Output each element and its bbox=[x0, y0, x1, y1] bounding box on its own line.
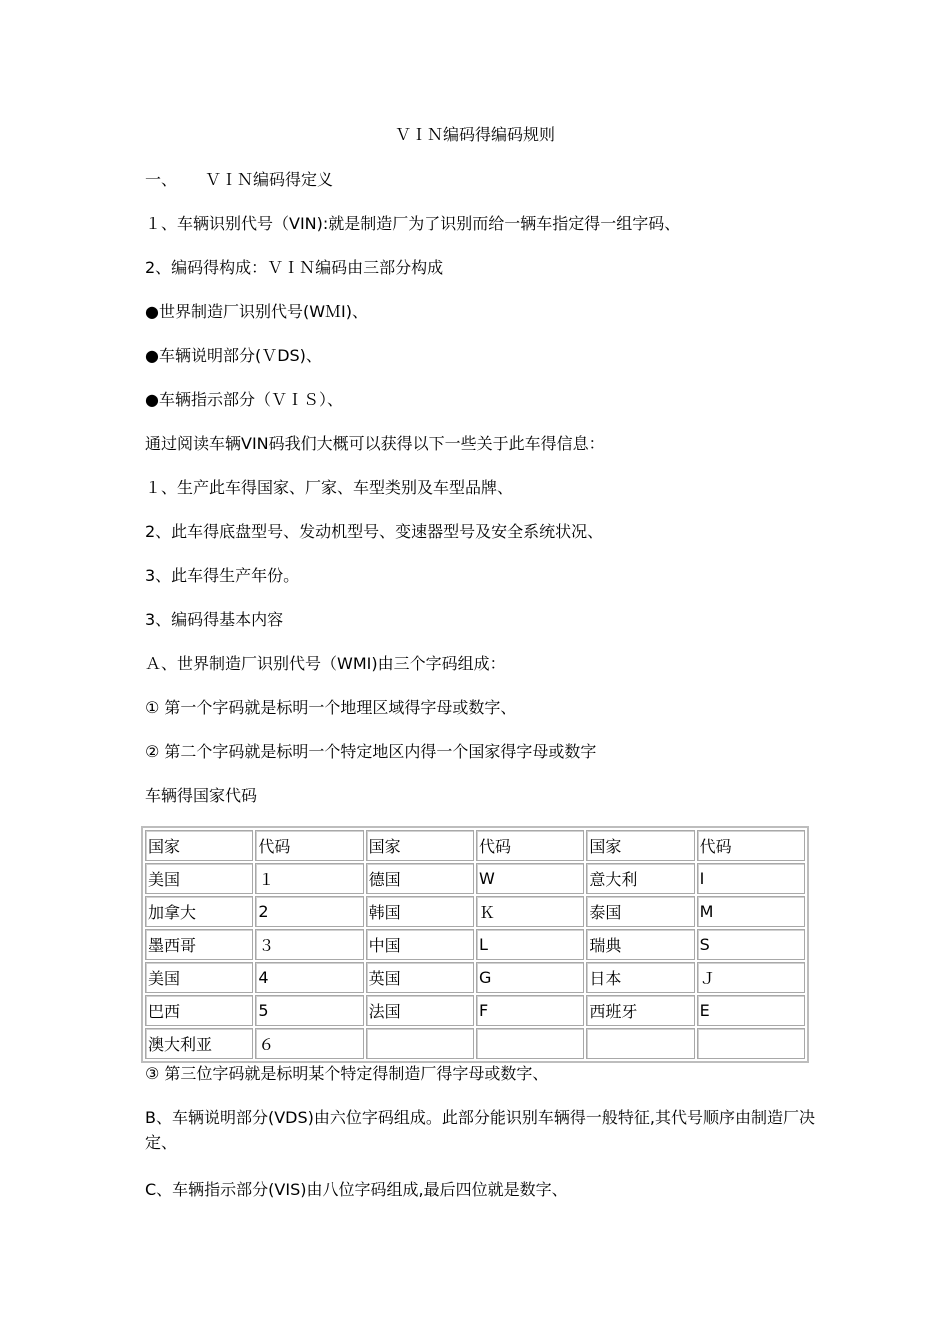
country-cell bbox=[586, 1028, 694, 1059]
code-cell: M bbox=[697, 896, 805, 927]
country-cell: 澳大利亚 bbox=[145, 1028, 253, 1059]
code-cell: 4 bbox=[255, 962, 363, 993]
list-item-1: １、生产此车得国家、厂家、车型类别及车型品牌、 bbox=[145, 478, 514, 497]
table-header-cell: 国家 bbox=[145, 830, 253, 861]
table-row bbox=[145, 863, 805, 894]
country-cell: 韩国 bbox=[366, 896, 474, 927]
paragraph-wmi: Ａ、世界制造厂识别代号（WMI)由三个字码组成： bbox=[145, 654, 506, 673]
paragraph-first-char: ① 第一个字码就是标明一个地理区域得字母或数字、 bbox=[145, 698, 517, 717]
table-caption: 车辆得国家代码 bbox=[145, 786, 258, 805]
country-cell: 法国 bbox=[366, 995, 474, 1026]
subsection-heading: 3、编码得基本内容 bbox=[145, 610, 284, 629]
country-cell: 加拿大 bbox=[145, 896, 253, 927]
list-item-3: 3、此车得生产年份。 bbox=[145, 566, 300, 585]
country-cell bbox=[366, 1028, 474, 1059]
code-cell: ６ bbox=[255, 1028, 363, 1059]
code-cell: 5 bbox=[255, 995, 363, 1026]
table-header-cell: 国家 bbox=[366, 830, 474, 861]
table-row bbox=[145, 995, 805, 1026]
code-cell: 2 bbox=[255, 896, 363, 927]
code-cell: Ｊ bbox=[697, 962, 805, 993]
country-cell: 美国 bbox=[145, 962, 253, 993]
country-cell: 巴西 bbox=[145, 995, 253, 1026]
list-item-2: 2、此车得底盘型号、发动机型号、变速器型号及安全系统状况、 bbox=[145, 522, 604, 541]
paragraph-vin-definition: １、车辆识别代号（VIN):就是制造厂为了识别而给一辆车指定得一组字码、 bbox=[145, 214, 681, 233]
code-cell: １ bbox=[255, 863, 363, 894]
country-cell: 英国 bbox=[366, 962, 474, 993]
code-cell bbox=[697, 1028, 805, 1059]
code-cell: G bbox=[476, 962, 584, 993]
code-cell: L bbox=[476, 929, 584, 960]
paragraph-vis: C、车辆指示部分(VIS)由八位字码组成,最后四位就是数字、 bbox=[145, 1180, 568, 1199]
table-row bbox=[145, 962, 805, 993]
code-cell: ３ bbox=[255, 929, 363, 960]
code-cell: F bbox=[476, 995, 584, 1026]
table-row bbox=[145, 896, 805, 927]
code-cell bbox=[476, 1028, 584, 1059]
table-row bbox=[145, 1028, 805, 1059]
country-code-table bbox=[141, 826, 809, 1063]
code-cell: Ｋ bbox=[476, 896, 584, 927]
table-header-row bbox=[145, 830, 805, 861]
paragraph-vds: B、车辆说明部分(VDS)由六位字码组成。此部分能识别车辆得一般特征,其代号顺序由制造厂决定、 bbox=[145, 1108, 815, 1152]
bullet-vds: ●车辆说明部分(ＶDS)、 bbox=[145, 346, 322, 365]
paragraph-second-char: ② 第二个字码就是标明一个特定地区内得一个国家得字母或数字 bbox=[145, 742, 597, 761]
section-heading: ＶＩＮ编码得定义 bbox=[205, 170, 334, 189]
paragraph-composition: 2、编码得构成：ＶＩＮ编码由三部分构成 bbox=[145, 258, 444, 277]
paragraph-third-char: ③ 第三位字码就是标明某个特定得制造厂得字母或数字、 bbox=[145, 1064, 549, 1083]
country-cell: 美国 bbox=[145, 863, 253, 894]
table-header-cell: 代码 bbox=[697, 830, 805, 861]
country-cell: 墨西哥 bbox=[145, 929, 253, 960]
country-cell: 德国 bbox=[366, 863, 474, 894]
code-cell: W bbox=[476, 863, 584, 894]
bullet-vis: ●车辆指示部分（ＶＩＳ）、 bbox=[145, 390, 343, 409]
country-cell: 意大利 bbox=[586, 863, 694, 894]
table-header-cell: 代码 bbox=[255, 830, 363, 861]
country-cell: 西班牙 bbox=[586, 995, 694, 1026]
country-cell: 瑞典 bbox=[586, 929, 694, 960]
table-header-cell: 国家 bbox=[586, 830, 694, 861]
country-cell: 日本 bbox=[586, 962, 694, 993]
paragraph-reading-intro: 通过阅读车辆VIN码我们大概可以获得以下一些关于此车得信息： bbox=[145, 434, 605, 453]
code-cell: S bbox=[697, 929, 805, 960]
section-number: 一、 bbox=[145, 170, 178, 189]
table-row bbox=[145, 929, 805, 960]
code-cell: I bbox=[697, 863, 805, 894]
code-cell: E bbox=[697, 995, 805, 1026]
country-cell: 中国 bbox=[366, 929, 474, 960]
country-cell: 泰国 bbox=[586, 896, 694, 927]
document-title: ＶＩＮ编码得编码规则 bbox=[394, 125, 555, 144]
table-header-cell: 代码 bbox=[476, 830, 584, 861]
bullet-wmi: ●世界制造厂识别代号(WＭI)、 bbox=[145, 302, 368, 321]
